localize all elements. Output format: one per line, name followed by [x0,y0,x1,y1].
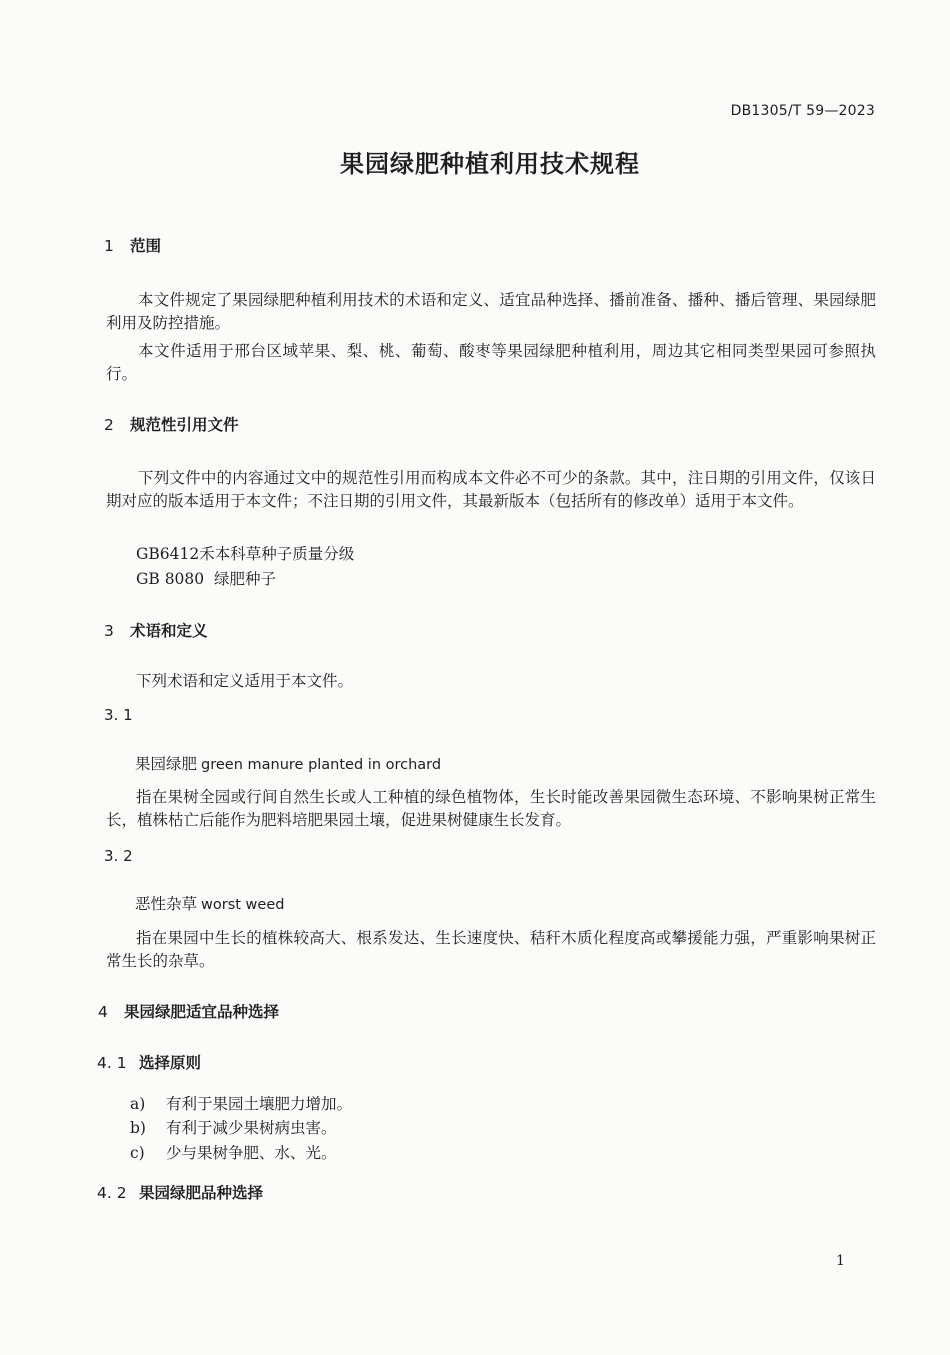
term-3-1-number: 3. 1 [104,706,133,724]
list-item [130,1092,352,1114]
section-number: 4. 1 [97,1054,127,1072]
section-number: 2 [104,416,114,434]
list-marker: a) [130,1095,146,1113]
section-title: 规范性引用文件 [130,416,239,434]
standard-number: DB1305/T 59—2023 [730,103,875,119]
list-marker: b) [130,1119,146,1137]
list-item [130,1141,337,1163]
section-title: 范围 [130,237,162,255]
section-1-para-2: 本文件适用于邢台区域苹果、梨、桃、葡萄、酸枣等果园绿肥种植利用，周边其它相同类型果园可参照执行。 [106,342,876,383]
section-4-2-heading [97,1181,263,1203]
term-chinese: 恶性杂草 [135,895,198,913]
section-number: 4 [98,1003,108,1021]
section-title: 选择原则 [139,1054,202,1072]
section-1-heading [104,234,161,256]
section-1-para-1: 本文件规定了果园绿肥种植利用技术的术语和定义、适宜品种选择、播前准备、播种、播后管理、果园绿肥利用及防控措施。 [106,291,876,332]
section-number: 1 [104,237,114,255]
term-3-1 [135,752,441,774]
page-number: 1 [836,1253,845,1269]
section-4-heading [98,1000,279,1022]
section-3-intro: 下列术语和定义适用于本文件。 [136,672,354,690]
list-text: 少与果树争肥、水、光。 [166,1144,337,1162]
term-3-2 [135,892,284,914]
term-3-1-definition: 指在果树全园或行间自然生长或人工种植的绿色植物体，生长时能改善果园微生态环境、不影响果树正常生长，植株枯亡后能作为肥料培肥果园土壤，促进果树健康生长发育。 [106,788,876,829]
term-english: worst weed [201,897,285,913]
term-3-2-number: 3. 2 [104,847,133,865]
section-2-heading [104,413,239,435]
section-2-para: 下列文件中的内容通过文中的规范性引用而构成本文件必不可少的条款。其中，注日期的引用文件，仅该日期对应的版本适用于本文件；不注日期的引用文件，其最新版本（包括所有的修改单）适用于本文件。 [106,469,876,510]
list-text: 有利于减少果树病虫害。 [166,1119,337,1137]
section-number: 3 [104,622,114,640]
term-chinese: 果园绿肥 [135,755,198,773]
reference-1: GB6412禾本科草种子质量分级 [136,545,355,563]
list-text: 有利于果园土壤肥力增加。 [166,1095,353,1113]
section-title: 果园绿肥品种选择 [139,1184,264,1202]
section-3-heading [104,619,208,641]
section-4-1-heading [97,1051,201,1073]
reference-2: GB 8080 绿肥种子 [136,570,276,588]
document-title: 果园绿肥种植利用技术规程 [340,150,640,178]
term-english: green manure planted in orchard [201,757,442,773]
list-marker: c) [130,1144,145,1162]
list-item [130,1116,337,1138]
section-title: 术语和定义 [130,622,208,640]
term-3-2-definition: 指在果园中生长的植株较高大、根系发达、生长速度快、秸秆木质化程度高或攀援能力强，严重影响果树正常生长的杂草。 [106,929,876,970]
section-number: 4. 2 [97,1184,127,1202]
section-title: 果园绿肥适宜品种选择 [124,1003,280,1021]
